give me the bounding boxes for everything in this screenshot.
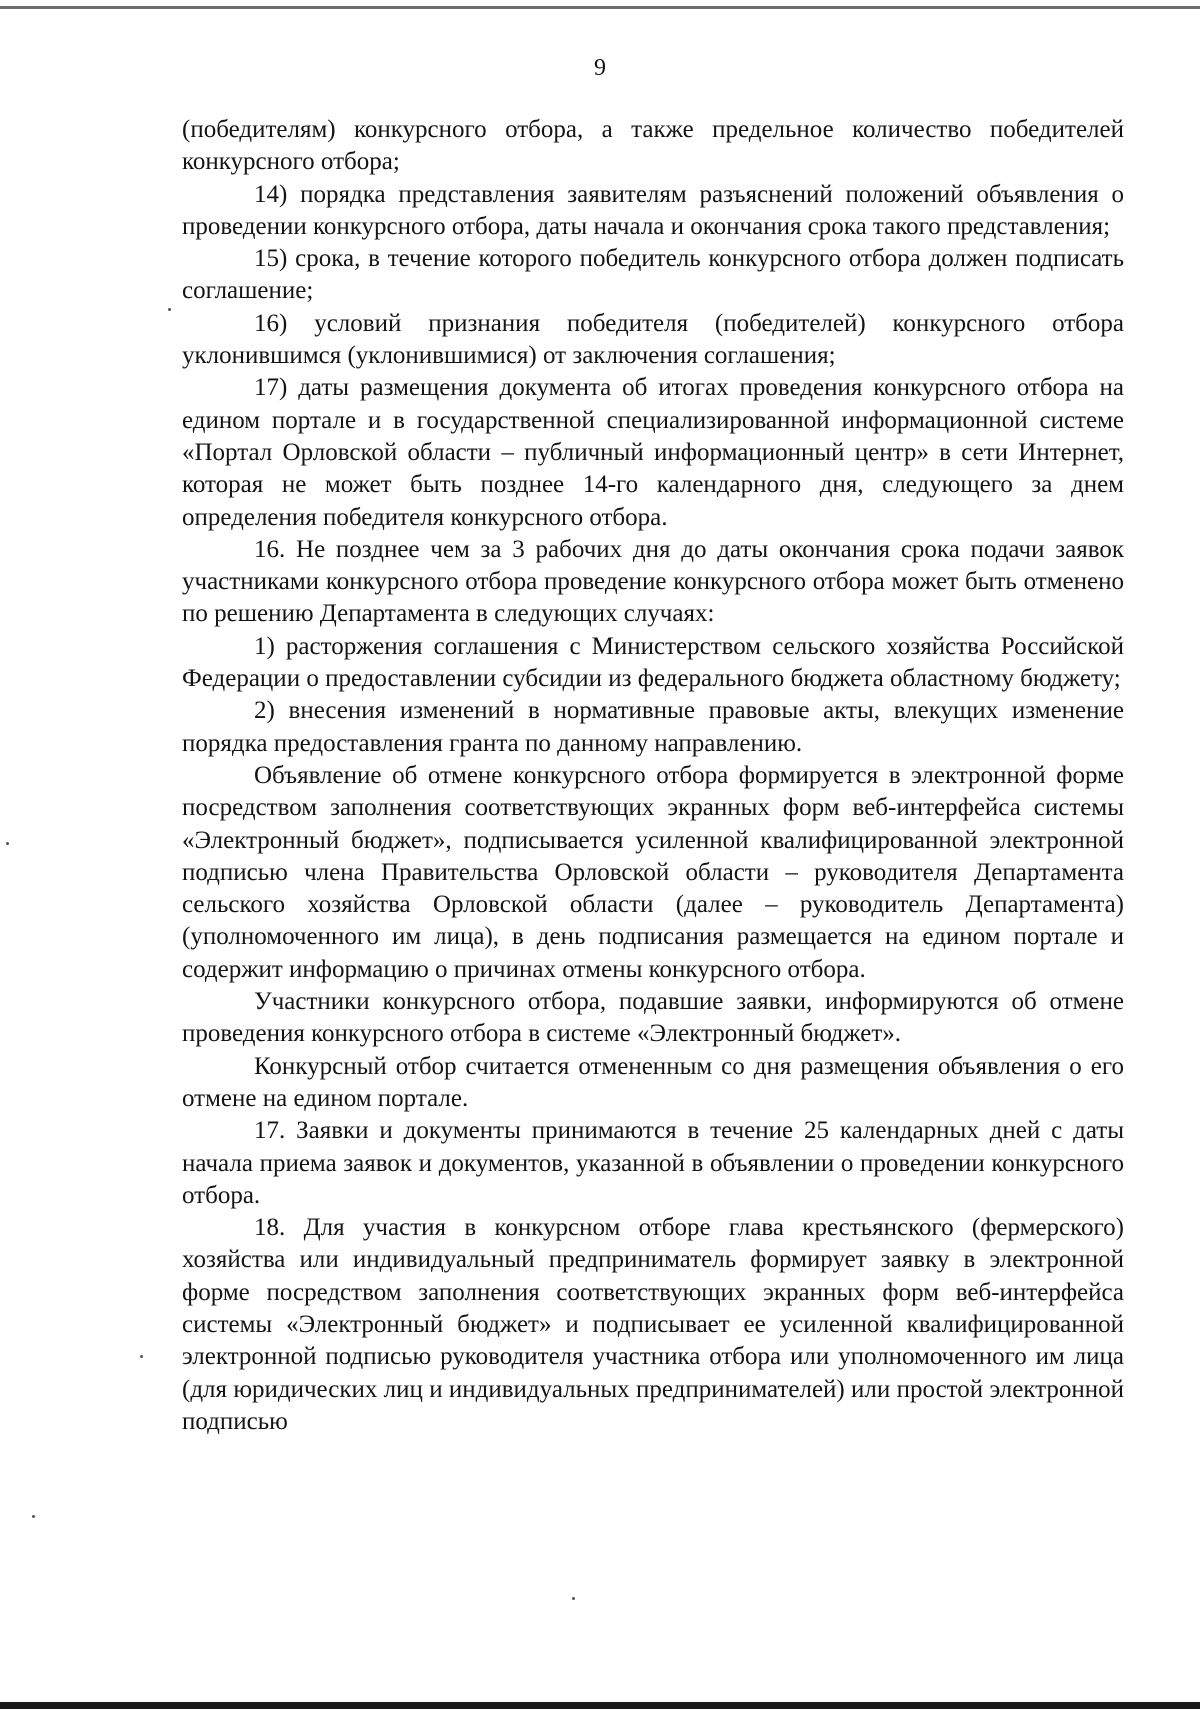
scan-top-edge <box>0 6 1200 9</box>
paragraph: 15) срока, в течение которого победитель конкурсного отбора должен подписать соглашение; <box>182 245 1124 305</box>
paragraph: Объявление об отмене конкурсного отбора формируется в электронной форме посредством заполнения соответствующих экранных форм веб-интерфейса системы «Электронный бюджет», подписывается усиленной квалифицированной электронной подписью члена Правительства Орловской области – руководителя Департамента сельского хозяйства Орловской области (далее – руководитель Департамента) (уполномоченного им лица), в день подписания размещается на едином портале и содержит информацию о причинах отмены конкурсного отбора. <box>182 761 1124 983</box>
paragraph: Участники конкурсного отбора, подавшие заявки, информируются об отмене проведения конкурсного отбора в системе «Электронный бюджет». <box>182 988 1124 1048</box>
paragraph: 2) внесения изменений в нормативные правовые акты, влекущих изменение порядка предоставления гранта по данному направлению. <box>182 697 1124 757</box>
page-number: 9 <box>594 55 606 81</box>
paragraph: 17. Заявки и документы принимаются в течение 25 календарных дней с даты начала приема заявок и документов, указанной в объявлении о проведении конкурсного отбора. <box>182 1117 1124 1209</box>
paragraph: 16. Не позднее чем за 3 рабочих дня до даты окончания срока подачи заявок участниками конкурсного отбора проведение конкурсного отбора может быть отменено по решению Департамента в следующих случаях: <box>182 535 1124 628</box>
paragraph: 16) условий признания победителя (победителей) конкурсного отбора уклонившимся (уклонившимися) от заключения соглашения; <box>182 309 1124 370</box>
paragraph: 17) даты размещения документа об итогах проведения конкурсного отбора на едином портале и в государственной специализированной информационной системе «Портал Орловской области – публичный информационный центр» в сети Интернет, которая не может быть позднее 14-го календарного дня, следующего за днем определения победителя конкурсного отбора. <box>182 374 1124 531</box>
scan-speck <box>168 308 171 311</box>
paragraph: (победителям) конкурсного отбора, а также предельное количество победителей конкурсного отбора; <box>182 116 1124 176</box>
paragraph: 14) порядка представления заявителям разъяснений положений объявления о проведении конкурсного отбора, даты начала и окончания срока такого представления; <box>182 180 1124 240</box>
scan-speck <box>572 1597 575 1600</box>
scan-speck <box>140 1355 143 1358</box>
document-body <box>182 114 1124 1438</box>
scan-bottom-edge <box>0 1702 1200 1709</box>
paragraph: 18. Для участия в конкурсном отборе глава крестьянского (фермерского) хозяйства или индивидуальный предприниматель формирует заявку в электронной форме посредством заполнения соответствующих экранных форм веб-интерфейса системы «Электронный бюджет» и подписывает ее усиленной квалифицированной электронной подписью руководителя участника отбора или уполномоченного им лица (для юридических лиц и индивидуальных предпринимателей) или простой электронной подписью <box>182 1214 1124 1435</box>
paragraph: Конкурсный отбор считается отмененным со дня размещения объявления о его отмене на едином портале. <box>182 1052 1124 1112</box>
scan-speck <box>6 842 9 845</box>
paragraph: 1) расторжения соглашения с Министерством сельского хозяйства Российской Федерации о предоставлении субсидии из федерального бюджета областному бюджету; <box>182 632 1124 693</box>
scan-speck <box>32 1515 35 1518</box>
